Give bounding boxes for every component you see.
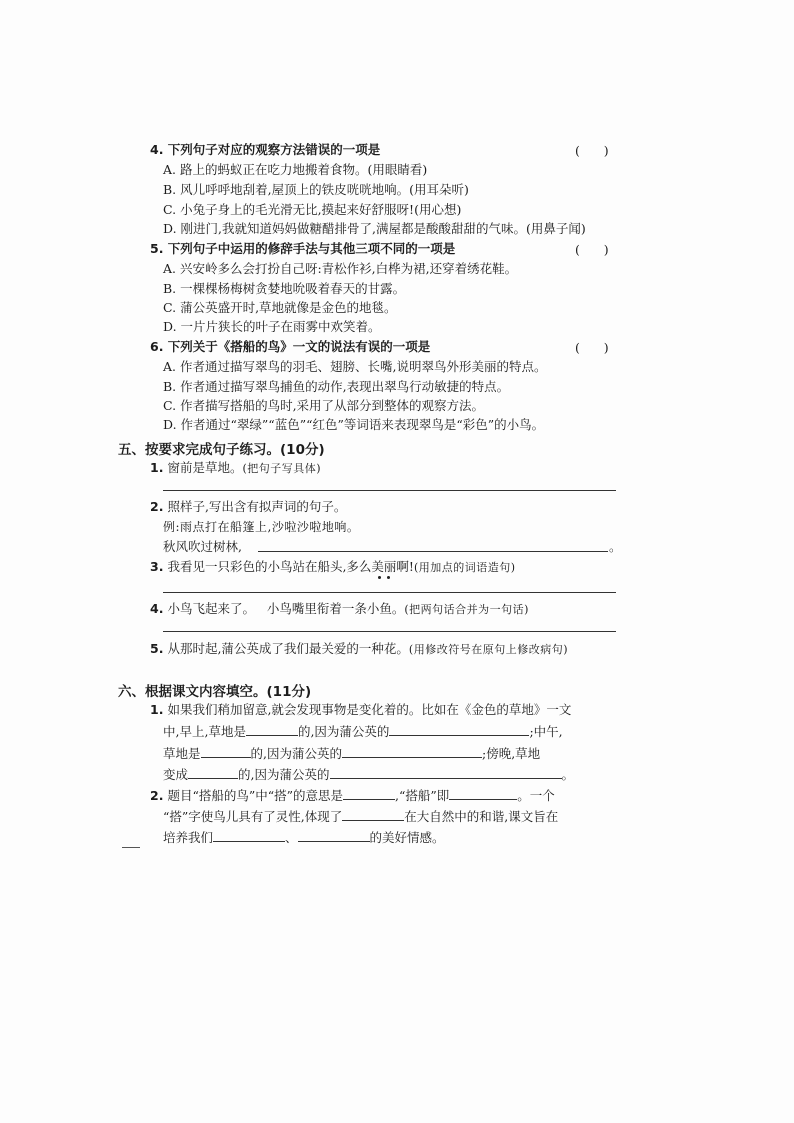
- question-5-stem: [150, 239, 455, 259]
- blank-field[interactable]: [449, 785, 517, 800]
- emphasis-dot: [387, 576, 390, 579]
- s5-item-1-text: 窗前是草地。: [167, 460, 243, 475]
- s5-item-2-example: 例:雨点打在船篷上,沙啦沙啦地响。: [163, 520, 360, 534]
- question-5-option-d: D. 一片片狭长的叶子在雨雾中欢笑着。: [163, 319, 381, 334]
- question-5-option-b: B. 一棵棵杨梅树贪婪地吮吸着春天的甘露。: [163, 281, 406, 296]
- s6-item-2-text-1c: 。一个: [517, 788, 555, 803]
- s6-item-1-text-4b: 的,因为蒲公英的: [238, 767, 330, 782]
- s5-item-2-prompt: 秋风吹过树林,: [163, 539, 242, 554]
- s5-item-4-number: 4.: [150, 601, 164, 616]
- question-5-text: 5. 下列句子中运用的修辞手法与其他三项不同的一项是: [150, 241, 456, 256]
- blank-field[interactable]: [389, 721, 529, 736]
- question-6-option-d: D. 作者通过“翠绿”“蓝色”“红色”等词语来表现翠鸟是“彩色”的小鸟。: [163, 417, 545, 432]
- s5-item-5-text: 从那时起,蒲公英成了我们最关爱的一种花。: [167, 641, 409, 656]
- s6-item-1-text-3c: ;傍晚,草地: [482, 746, 541, 761]
- s6-item-1-number: 1.: [150, 702, 164, 717]
- s6-item-2-text-1b: ,“搭船”即: [395, 788, 450, 803]
- s6-item-2-text-3c: 的美好情感。: [369, 830, 445, 845]
- question-4-option-a: A. 路上的蚂蚁正在吃力地搬着食物。(用眼睛看): [163, 162, 428, 177]
- s5-item-5: [150, 639, 568, 660]
- s5-item-2-text: 照样子,写出含有拟声词的句子。: [167, 499, 347, 514]
- s6-item-2-text-2a: “搭”字使鸟儿具有了灵性,体现了: [163, 809, 343, 824]
- question-4-answer-paren[interactable]: ( ): [575, 143, 609, 158]
- s5-item-1-answer-line[interactable]: [163, 490, 616, 491]
- blank-field[interactable]: [342, 743, 482, 758]
- s6-item-1-text-1: 如果我们稍加留意,就会发现事物是变化着的。比如在《金色的草地》一文: [167, 702, 572, 717]
- question-6-option-a: A. 作者通过描写翠鸟的羽毛、翅膀、长嘴,说明翠鸟外形美丽的特点。: [163, 359, 547, 374]
- s5-item-3-answer-line[interactable]: [163, 592, 616, 593]
- s5-item-2-number: 2.: [150, 499, 164, 514]
- s5-item-2: [150, 497, 346, 517]
- question-6-stem: [150, 337, 430, 357]
- s6-item-1-line-4: [163, 764, 574, 785]
- blank-field[interactable]: [342, 806, 404, 821]
- s5-item-1-hint: (把句子写具体): [242, 462, 322, 475]
- blank-field[interactable]: [213, 827, 285, 842]
- section-5-title: 五、按要求完成句子练习。(10分): [118, 442, 325, 458]
- s5-item-3-text: 我看见一只彩色的小鸟站在船头,多么美丽啊!: [167, 559, 414, 574]
- s5-item-3-number: 3.: [150, 559, 164, 574]
- s5-item-3-hint: (用加点的词语造句): [413, 561, 516, 574]
- s5-item-4: [150, 599, 529, 620]
- question-4-option-c: C. 小兔子身上的毛光滑无比,摸起来好舒服呀!(用心想): [163, 202, 462, 217]
- s6-item-1-line-3: [163, 743, 540, 764]
- s6-item-1-text-4c: 。: [561, 767, 575, 782]
- s6-item-2-line-3: [163, 827, 445, 848]
- question-4-option-b: B. 风儿呼呼地刮着,屋顶上的铁皮咣咣地响。(用耳朵听): [163, 182, 469, 197]
- question-5-answer-paren[interactable]: ( ): [575, 242, 609, 257]
- question-5-option-a: A. 兴安岭多么会打扮自己呀:青松作衫,白桦为裙,还穿着绣花鞋。: [163, 261, 518, 276]
- s5-item-3: [150, 557, 516, 578]
- question-6-text: 6. 下列关于《搭船的鸟》一文的说法有误的一项是: [150, 339, 431, 354]
- s6-item-1-text-3b: 的,因为蒲公英的: [250, 746, 342, 761]
- question-4-text: 4. 下列句子对应的观察方法错误的一项是: [150, 142, 381, 157]
- s6-item-1-line-1: [150, 700, 571, 720]
- question-6-answer-paren[interactable]: ( ): [575, 340, 609, 355]
- s6-item-2-text-2b: 在大自然中的和谐,课文旨在: [404, 809, 559, 824]
- s6-item-1-line-2: [163, 721, 563, 742]
- s6-item-2-line-1: [150, 785, 555, 806]
- s5-item-4-answer-line[interactable]: [163, 631, 616, 632]
- s6-item-1-text-4a: 变成: [163, 767, 189, 782]
- s6-item-2-text-3a: 培养我们: [163, 830, 214, 845]
- section-6-title: 六、根据课文内容填空。(11分): [118, 684, 312, 700]
- blank-field[interactable]: [298, 827, 370, 842]
- question-6-option-c: C. 作者描写搭船的鸟时,采用了从部分到整体的观察方法。: [163, 398, 485, 413]
- question-5-option-c: C. 蒲公英盛开时,草地就像是金色的地毯。: [163, 300, 397, 315]
- blank-field[interactable]: [188, 764, 238, 779]
- s6-item-2-text-1a: 题目“搭船的鸟”中“搭”的意思是: [167, 788, 343, 803]
- question-4-stem: [150, 140, 380, 160]
- blank-field[interactable]: [330, 764, 562, 779]
- question-6-option-b: B. 作者通过描写翠鸟捕鱼的动作,表现出翠鸟行动敏捷的特点。: [163, 379, 510, 394]
- margin-dash: [122, 847, 140, 848]
- s5-item-4-text: 小鸟飞起来了。 小鸟嘴里衔着一条小鱼。: [167, 601, 405, 616]
- s6-item-2-number: 2.: [150, 788, 164, 803]
- blank-field[interactable]: [343, 785, 395, 800]
- s5-item-2-end-mark: 。: [609, 539, 622, 554]
- s5-item-1-number: 1.: [150, 460, 164, 475]
- s5-item-5-number: 5.: [150, 641, 164, 656]
- s6-item-1-text-2c: ;中午,: [529, 724, 563, 739]
- blank-field[interactable]: [246, 721, 298, 736]
- s6-item-1-text-2b: 的,因为蒲公英的: [297, 724, 390, 739]
- s5-item-2-answer-line[interactable]: [258, 551, 608, 552]
- emphasis-dot: [378, 576, 381, 579]
- s5-item-4-hint: (把两句话合并为一句话): [404, 603, 529, 616]
- s5-item-5-hint: (用修改符号在原句上修改病句): [408, 643, 569, 656]
- s6-item-2-text-3b: 、: [285, 830, 298, 845]
- s6-item-1-text-2a: 中,早上,草地是: [163, 724, 246, 739]
- s6-item-2-line-2: [163, 806, 558, 827]
- s6-item-1-text-3a: 草地是: [163, 746, 201, 761]
- s5-item-1: [150, 458, 321, 479]
- blank-field[interactable]: [201, 743, 251, 758]
- question-4-option-d: D. 刚进门,我就知道妈妈做糖醋排骨了,满屋都是酸酸甜甜的气味。(用鼻子闻): [163, 221, 586, 236]
